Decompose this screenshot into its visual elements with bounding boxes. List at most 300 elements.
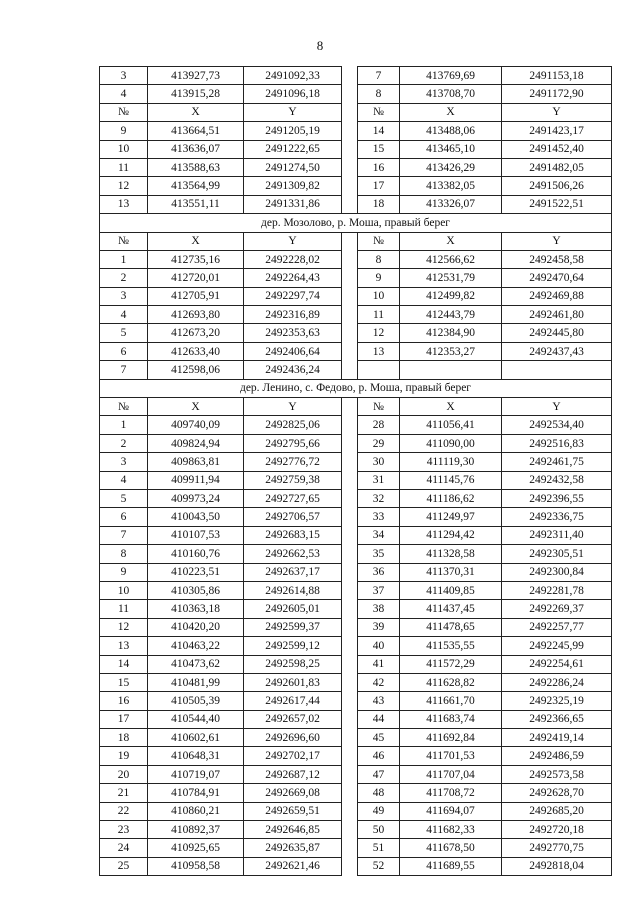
- y-coordinate: 2492461,80: [502, 306, 612, 324]
- y-coordinate: 2492300,84: [502, 563, 612, 581]
- x-coordinate: 410505,39: [148, 692, 244, 710]
- column-gap: [342, 342, 358, 360]
- x-coordinate: 410958,58: [148, 857, 244, 875]
- table-row: [100, 85, 612, 103]
- point-number: 2: [100, 434, 148, 452]
- x-coordinate: 411249,97: [400, 508, 502, 526]
- y-coordinate: 2492254,61: [502, 655, 612, 673]
- x-coordinate: 413326,07: [400, 195, 502, 213]
- point-number: 50: [358, 821, 400, 839]
- y-coordinate: 2492461,75: [502, 453, 612, 471]
- column-gap: [342, 729, 358, 747]
- y-coordinate: 2492770,75: [502, 839, 612, 857]
- column-header-row: [100, 103, 612, 121]
- table-row: [100, 416, 612, 434]
- y-coordinate: 2491222,65: [244, 140, 342, 158]
- point-number: 41: [358, 655, 400, 673]
- table-row: [100, 581, 612, 599]
- table-row: [100, 729, 612, 747]
- x-coordinate: 412566,62: [400, 250, 502, 268]
- y-coordinate: 2492706,57: [244, 508, 342, 526]
- x-coordinate: 412705,91: [148, 287, 244, 305]
- column-gap: [342, 416, 358, 434]
- point-number: 9: [100, 563, 148, 581]
- x-coordinate: 410363,18: [148, 600, 244, 618]
- header-y: Y: [502, 103, 612, 121]
- y-coordinate: 2492286,24: [502, 673, 612, 691]
- y-coordinate: 2492245,99: [502, 637, 612, 655]
- point-number: 13: [358, 342, 400, 360]
- table-row: [100, 618, 612, 636]
- column-gap: [342, 122, 358, 140]
- y-coordinate: 2492599,12: [244, 637, 342, 655]
- y-coordinate: 2492305,51: [502, 545, 612, 563]
- x-coordinate: 410463,22: [148, 637, 244, 655]
- x-coordinate: 411708,72: [400, 784, 502, 802]
- x-coordinate: 412384,90: [400, 324, 502, 342]
- column-gap: [342, 581, 358, 599]
- point-number: 9: [358, 269, 400, 287]
- point-number: 6: [100, 342, 148, 360]
- table-row: [100, 453, 612, 471]
- point-number: 16: [100, 692, 148, 710]
- x-coordinate: 410420,20: [148, 618, 244, 636]
- point-number: 12: [358, 324, 400, 342]
- point-number: 34: [358, 526, 400, 544]
- y-coordinate: 2492436,24: [244, 361, 342, 379]
- y-coordinate: 2492353,63: [244, 324, 342, 342]
- x-coordinate: 413488,06: [400, 122, 502, 140]
- column-gap: [342, 177, 358, 195]
- y-coordinate: 2492534,40: [502, 416, 612, 434]
- header-y: Y: [244, 232, 342, 250]
- point-number: 2: [100, 269, 148, 287]
- y-coordinate: 2492264,43: [244, 269, 342, 287]
- point-number: 3: [100, 67, 148, 85]
- point-number: 46: [358, 747, 400, 765]
- header-number: №: [100, 232, 148, 250]
- point-number: 5: [100, 324, 148, 342]
- table-row: [100, 67, 612, 85]
- point-number: 18: [358, 195, 400, 213]
- table-row: [100, 765, 612, 783]
- y-coordinate: 2491482,05: [502, 158, 612, 176]
- table-row: [100, 361, 612, 379]
- point-number: 39: [358, 618, 400, 636]
- table-row: [100, 508, 612, 526]
- column-header-row: [100, 232, 612, 250]
- table-row: [100, 471, 612, 489]
- y-coordinate: 2492605,01: [244, 600, 342, 618]
- point-number: 13: [100, 637, 148, 655]
- y-coordinate: 2492759,38: [244, 471, 342, 489]
- table-row: [100, 324, 612, 342]
- point-number: 10: [100, 581, 148, 599]
- x-coordinate: 411661,70: [400, 692, 502, 710]
- y-coordinate: 2491172,90: [502, 85, 612, 103]
- header-number: №: [358, 103, 400, 121]
- y-coordinate: 2492659,51: [244, 802, 342, 820]
- header-number: №: [100, 103, 148, 121]
- point-number: 24: [100, 839, 148, 857]
- x-coordinate: 412499,82: [400, 287, 502, 305]
- column-gap: [342, 545, 358, 563]
- table-row: [100, 600, 612, 618]
- x-coordinate: 411701,53: [400, 747, 502, 765]
- column-gap: [342, 67, 358, 85]
- point-number: 38: [358, 600, 400, 618]
- y-coordinate: 2492336,75: [502, 508, 612, 526]
- y-coordinate: 2492662,53: [244, 545, 342, 563]
- header-y: Y: [244, 398, 342, 416]
- column-gap: [342, 692, 358, 710]
- header-x: X: [400, 103, 502, 121]
- coordinates-table: [99, 66, 612, 876]
- point-number: 12: [100, 618, 148, 636]
- point-number: 11: [358, 306, 400, 324]
- point-number: 13: [100, 195, 148, 213]
- point-number: 1: [100, 250, 148, 268]
- x-coordinate: 410043,50: [148, 508, 244, 526]
- x-coordinate: 411692,84: [400, 729, 502, 747]
- x-coordinate: 413915,28: [148, 85, 244, 103]
- column-gap: [342, 857, 358, 875]
- point-number: 14: [100, 655, 148, 673]
- column-gap: [342, 471, 358, 489]
- point-number: 11: [100, 600, 148, 618]
- x-coordinate: 413927,73: [148, 67, 244, 85]
- x-coordinate: 411689,55: [400, 857, 502, 875]
- header-x: X: [148, 232, 244, 250]
- table-row: [100, 673, 612, 691]
- point-number: 4: [100, 306, 148, 324]
- point-number: 31: [358, 471, 400, 489]
- point-number: 11: [100, 158, 148, 176]
- x-coordinate: [400, 361, 502, 379]
- table-row: [100, 195, 612, 213]
- x-coordinate: 411145,76: [400, 471, 502, 489]
- x-coordinate: 412720,01: [148, 269, 244, 287]
- column-gap: [342, 306, 358, 324]
- x-coordinate: 410481,99: [148, 673, 244, 691]
- y-coordinate: 2492406,64: [244, 342, 342, 360]
- point-number: 15: [100, 673, 148, 691]
- table-row: [100, 269, 612, 287]
- section-title: дер. Ленино, с. Федово, р. Моша, правый берег: [100, 379, 612, 397]
- point-number: 7: [100, 526, 148, 544]
- x-coordinate: 411694,07: [400, 802, 502, 820]
- table-row: [100, 122, 612, 140]
- y-coordinate: 2492469,88: [502, 287, 612, 305]
- table-row: [100, 710, 612, 728]
- x-coordinate: 410160,76: [148, 545, 244, 563]
- table-row: [100, 306, 612, 324]
- x-coordinate: 413769,69: [400, 67, 502, 85]
- point-number: 19: [100, 747, 148, 765]
- y-coordinate: 2492720,18: [502, 821, 612, 839]
- x-coordinate: 410860,21: [148, 802, 244, 820]
- y-coordinate: 2492311,40: [502, 526, 612, 544]
- y-coordinate: 2492573,58: [502, 765, 612, 783]
- column-gap: [342, 637, 358, 655]
- table-row: [100, 526, 612, 544]
- column-gap: [342, 673, 358, 691]
- table-row: [100, 250, 612, 268]
- table-row: [100, 655, 612, 673]
- column-gap: [342, 398, 358, 416]
- x-coordinate: 411535,55: [400, 637, 502, 655]
- header-number: №: [358, 398, 400, 416]
- y-coordinate: 2492628,70: [502, 784, 612, 802]
- y-coordinate: 2492685,20: [502, 802, 612, 820]
- y-coordinate: 2491331,86: [244, 195, 342, 213]
- y-coordinate: 2491153,18: [502, 67, 612, 85]
- y-coordinate: 2492325,19: [502, 692, 612, 710]
- column-gap: [342, 600, 358, 618]
- y-coordinate: 2492818,04: [502, 857, 612, 875]
- point-number: 43: [358, 692, 400, 710]
- y-coordinate: 2492316,89: [244, 306, 342, 324]
- point-number: 47: [358, 765, 400, 783]
- column-gap: [342, 232, 358, 250]
- table-row: [100, 287, 612, 305]
- y-coordinate: 2492228,02: [244, 250, 342, 268]
- x-coordinate: 411682,33: [400, 821, 502, 839]
- x-coordinate: 413382,05: [400, 177, 502, 195]
- point-number: 15: [358, 140, 400, 158]
- x-coordinate: 411628,82: [400, 673, 502, 691]
- point-number: 30: [358, 453, 400, 471]
- column-gap: [342, 269, 358, 287]
- point-number: 48: [358, 784, 400, 802]
- table-row: [100, 857, 612, 875]
- x-coordinate: 411437,45: [400, 600, 502, 618]
- column-gap: [342, 526, 358, 544]
- point-number: 40: [358, 637, 400, 655]
- point-number: 16: [358, 158, 400, 176]
- y-coordinate: 2491096,18: [244, 85, 342, 103]
- point-number: 25: [100, 857, 148, 875]
- header-y: Y: [502, 232, 612, 250]
- y-coordinate: 2492702,17: [244, 747, 342, 765]
- column-gap: [342, 324, 358, 342]
- point-number: 1: [100, 416, 148, 434]
- table-row: [100, 839, 612, 857]
- point-number: 8: [100, 545, 148, 563]
- table-row: [100, 802, 612, 820]
- point-number: 29: [358, 434, 400, 452]
- table-row: [100, 342, 612, 360]
- x-coordinate: 410648,31: [148, 747, 244, 765]
- y-coordinate: 2492598,25: [244, 655, 342, 673]
- y-coordinate: 2492599,37: [244, 618, 342, 636]
- x-coordinate: 410602,61: [148, 729, 244, 747]
- y-coordinate: [502, 361, 612, 379]
- y-coordinate: 2492635,87: [244, 839, 342, 857]
- x-coordinate: 411678,50: [400, 839, 502, 857]
- y-coordinate: 2492621,46: [244, 857, 342, 875]
- y-coordinate: 2492257,77: [502, 618, 612, 636]
- point-number: 42: [358, 673, 400, 691]
- y-coordinate: 2492419,14: [502, 729, 612, 747]
- point-number: 33: [358, 508, 400, 526]
- page-number: 8: [316, 38, 324, 53]
- x-coordinate: 413564,99: [148, 177, 244, 195]
- x-coordinate: 411328,58: [400, 545, 502, 563]
- x-coordinate: 410784,91: [148, 784, 244, 802]
- point-number: 44: [358, 710, 400, 728]
- x-coordinate: 412531,79: [400, 269, 502, 287]
- y-coordinate: 2492516,83: [502, 434, 612, 452]
- point-number: 6: [100, 508, 148, 526]
- x-coordinate: 411090,00: [400, 434, 502, 452]
- point-number: 49: [358, 802, 400, 820]
- y-coordinate: 2492445,80: [502, 324, 612, 342]
- y-coordinate: 2491092,33: [244, 67, 342, 85]
- point-number: 37: [358, 581, 400, 599]
- header-y: Y: [244, 103, 342, 121]
- header-x: X: [148, 103, 244, 121]
- point-number: 28: [358, 416, 400, 434]
- x-coordinate: 413551,11: [148, 195, 244, 213]
- x-coordinate: 411478,65: [400, 618, 502, 636]
- x-coordinate: 411707,04: [400, 765, 502, 783]
- y-coordinate: 2492657,02: [244, 710, 342, 728]
- point-number: 22: [100, 802, 148, 820]
- x-coordinate: 413588,63: [148, 158, 244, 176]
- point-number: [358, 361, 400, 379]
- point-number: 7: [358, 67, 400, 85]
- point-number: 45: [358, 729, 400, 747]
- x-coordinate: 411572,29: [400, 655, 502, 673]
- y-coordinate: 2492776,72: [244, 453, 342, 471]
- table-row: [100, 784, 612, 802]
- x-coordinate: 409973,24: [148, 489, 244, 507]
- point-number: 4: [100, 471, 148, 489]
- point-number: 14: [358, 122, 400, 140]
- column-gap: [342, 710, 358, 728]
- column-gap: [342, 195, 358, 213]
- x-coordinate: 410107,53: [148, 526, 244, 544]
- x-coordinate: 409824,94: [148, 434, 244, 452]
- table-row: [100, 821, 612, 839]
- column-gap: [342, 839, 358, 857]
- point-number: 8: [358, 85, 400, 103]
- table-row: [100, 637, 612, 655]
- column-gap: [342, 85, 358, 103]
- table-row: [100, 140, 612, 158]
- point-number: 10: [358, 287, 400, 305]
- point-number: 9: [100, 122, 148, 140]
- y-coordinate: 2491452,40: [502, 140, 612, 158]
- x-coordinate: 412443,79: [400, 306, 502, 324]
- point-number: 51: [358, 839, 400, 857]
- y-coordinate: 2492366,65: [502, 710, 612, 728]
- coordinates-table-body: [100, 67, 612, 876]
- x-coordinate: 410719,07: [148, 765, 244, 783]
- point-number: 18: [100, 729, 148, 747]
- point-number: 17: [358, 177, 400, 195]
- point-number: 8: [358, 250, 400, 268]
- point-number: 5: [100, 489, 148, 507]
- column-gap: [342, 434, 358, 452]
- x-coordinate: 412353,27: [400, 342, 502, 360]
- point-number: 12: [100, 177, 148, 195]
- x-coordinate: 413636,07: [148, 140, 244, 158]
- y-coordinate: 2491506,26: [502, 177, 612, 195]
- x-coordinate: 413664,51: [148, 122, 244, 140]
- column-gap: [342, 821, 358, 839]
- y-coordinate: 2492297,74: [244, 287, 342, 305]
- x-coordinate: 411409,85: [400, 581, 502, 599]
- section-title: дер. Мозолово, р. Моша, правый берег: [100, 214, 612, 232]
- y-coordinate: 2492396,55: [502, 489, 612, 507]
- column-gap: [342, 140, 358, 158]
- y-coordinate: 2492669,08: [244, 784, 342, 802]
- point-number: 10: [100, 140, 148, 158]
- y-coordinate: 2492617,44: [244, 692, 342, 710]
- point-number: 7: [100, 361, 148, 379]
- table-row: [100, 158, 612, 176]
- column-gap: [342, 158, 358, 176]
- column-gap: [342, 655, 358, 673]
- table-row: [100, 177, 612, 195]
- x-coordinate: 410544,40: [148, 710, 244, 728]
- x-coordinate: 412673,20: [148, 324, 244, 342]
- x-coordinate: 411370,31: [400, 563, 502, 581]
- header-number: №: [358, 232, 400, 250]
- x-coordinate: 411056,41: [400, 416, 502, 434]
- point-number: 52: [358, 857, 400, 875]
- point-number: 3: [100, 453, 148, 471]
- column-gap: [342, 103, 358, 121]
- y-coordinate: 2492432,58: [502, 471, 612, 489]
- x-coordinate: 410473,62: [148, 655, 244, 673]
- y-coordinate: 2492458,58: [502, 250, 612, 268]
- y-coordinate: 2492683,15: [244, 526, 342, 544]
- x-coordinate: 410305,86: [148, 581, 244, 599]
- point-number: 21: [100, 784, 148, 802]
- column-gap: [342, 802, 358, 820]
- y-coordinate: 2492614,88: [244, 581, 342, 599]
- x-coordinate: 410892,37: [148, 821, 244, 839]
- column-gap: [342, 453, 358, 471]
- x-coordinate: 412633,40: [148, 342, 244, 360]
- y-coordinate: 2492281,78: [502, 581, 612, 599]
- point-number: 4: [100, 85, 148, 103]
- y-coordinate: 2492269,37: [502, 600, 612, 618]
- y-coordinate: 2491205,19: [244, 122, 342, 140]
- y-coordinate: 2491274,50: [244, 158, 342, 176]
- x-coordinate: 413426,29: [400, 158, 502, 176]
- header-x: X: [400, 232, 502, 250]
- x-coordinate: 410223,51: [148, 563, 244, 581]
- column-gap: [342, 765, 358, 783]
- x-coordinate: 411683,74: [400, 710, 502, 728]
- point-number: 35: [358, 545, 400, 563]
- y-coordinate: 2492795,66: [244, 434, 342, 452]
- header-y: Y: [502, 398, 612, 416]
- table-row: [100, 692, 612, 710]
- table-row: [100, 489, 612, 507]
- point-number: 3: [100, 287, 148, 305]
- y-coordinate: 2492437,43: [502, 342, 612, 360]
- x-coordinate: 410925,65: [148, 839, 244, 857]
- y-coordinate: 2491522,51: [502, 195, 612, 213]
- y-coordinate: 2492486,59: [502, 747, 612, 765]
- y-coordinate: 2492601,83: [244, 673, 342, 691]
- y-coordinate: 2491423,17: [502, 122, 612, 140]
